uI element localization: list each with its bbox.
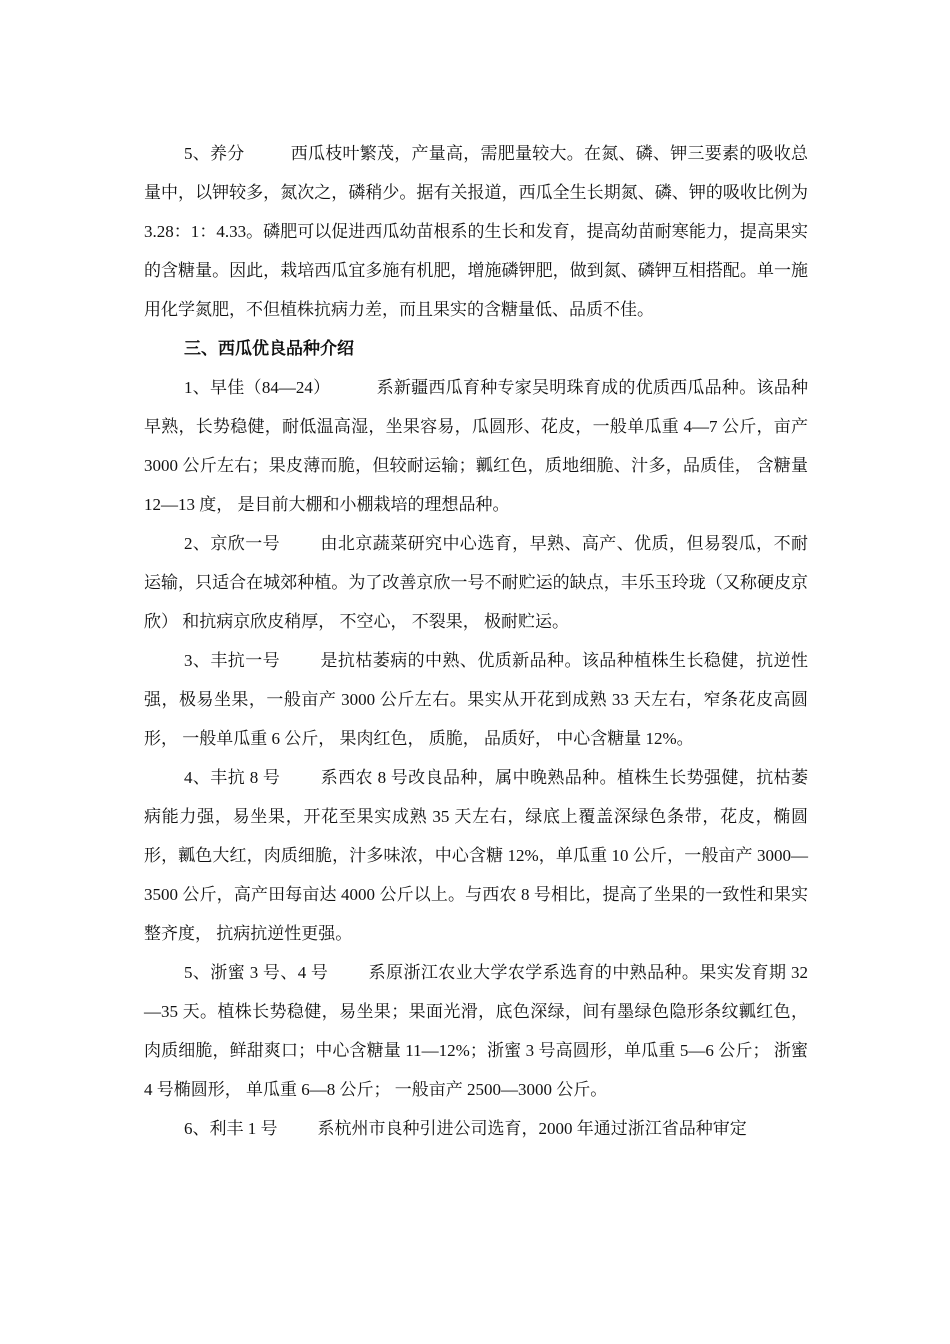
paragraph-variety-fengkang1 xyxy=(144,641,808,758)
item-label: 4、丰抗 8 号 xyxy=(184,768,281,787)
item-label: 1、早佳（84—24） xyxy=(184,378,331,397)
paragraph-variety-jingxin xyxy=(144,524,808,641)
item-label: 6、利丰 1 号 xyxy=(184,1119,278,1138)
item-text: 西瓜枝叶繁茂，产量高，需肥量较大。在氮、磷、钾三要素的吸收总量中，以钾较多，氮次之，磷稍少。据有关报道，西瓜全生长期氮、磷、钾的吸收比例为 3.28：1：4.33。磷肥可以促进西瓜幼苗根系的生长和发育，提高幼苗耐寒能力，提高果实的含糖量。因此，栽培西瓜宜多施有机肥，增施磷钾肥，做到氮、磷钾互相搭配。单一施用化学氮肥，不但植株抗病力差，而且果实的含糖量低、品质不佳。 xyxy=(144,144,808,319)
item-text: 系新疆西瓜育种专家吴明珠育成的优质西瓜品种。该品种早熟，长势稳健，耐低温高湿，坐果容易，瓜圆形、花皮，一般单瓜重 4—7 公斤，亩产 3000 公斤左右；果皮薄而脆，但较耐运输；瓤红色，质地细脆、汁多，品质佳， 含糖量 12—13 度， 是目前大棚和小棚栽培的理想品种。 xyxy=(144,378,808,514)
item-text: 由北京蔬菜研究中心选育，早熟、高产、优质，但易裂瓜，不耐运输，只适合在城郊种植。为了改善京欣一号不耐贮运的缺点，丰乐玉玲珑（又称硬皮京欣） 和抗病京欣皮稍厚， 不空心， 不裂果， 极耐贮运。 xyxy=(144,534,809,631)
paragraph-variety-lifeng1 xyxy=(144,1109,808,1148)
section-heading: 三、西瓜优良品种介绍 xyxy=(184,339,354,358)
item-label: 5、浙蜜 3 号、4 号 xyxy=(184,963,329,982)
paragraph-nutrient xyxy=(144,134,808,329)
item-text: 是抗枯萎病的中熟、优质新品种。该品种植株生长稳健，抗逆性强，极易坐果，一般亩产 3000 公斤左右。果实从开花到成熟 33 天左右，窄条花皮高圆形， 一般单瓜重 6 公斤， 果肉红色， 质脆， 品质好， 中心含糖量 12%。 xyxy=(144,651,809,748)
item-label: 5、养分 xyxy=(184,144,245,163)
item-label: 3、丰抗一号 xyxy=(184,651,281,670)
document-body xyxy=(144,134,808,1148)
paragraph-variety-zhemi xyxy=(144,953,808,1109)
item-text: 系西农 8 号改良品种，属中晚熟品种。植株生长势强健，抗枯萎病能力强，易坐果，开花至果实成熟 35 天左右，绿底上覆盖深绿色条带，花皮，椭圆形，瓤色大红，肉质细脆，汁多味浓，中心含糖 12%，单瓜重 10 公斤，一般亩产 3000—3500 公斤，高产田每亩达 4000 公斤以上。与西农 8 号相比，提高了坐果的一致性和果实整齐度， 抗病抗逆性更强。 xyxy=(144,768,809,943)
paragraph-variety-fengkang8 xyxy=(144,758,808,953)
item-text: 系杭州市良种引进公司选育，2000 年通过浙江省品种审定 xyxy=(317,1119,747,1138)
item-text: 系原浙江农业大学农学系选育的中熟品种。果实发育期 32—35 天。植株长势稳健，易坐果；果面光滑，底色深绿，间有墨绿色隐形条纹瓤红色，肉质细脆，鲜甜爽口；中心含糖量 11—12%；浙蜜 3 号高圆形，单瓜重 5—6 公斤； 浙蜜 4 号椭圆形， 单瓜重 6—8 公斤； 一般亩产 2500—3000 公斤。 xyxy=(144,963,809,1099)
paragraph-variety-zaojia xyxy=(144,368,808,524)
item-label: 2、京欣一号 xyxy=(184,534,281,553)
